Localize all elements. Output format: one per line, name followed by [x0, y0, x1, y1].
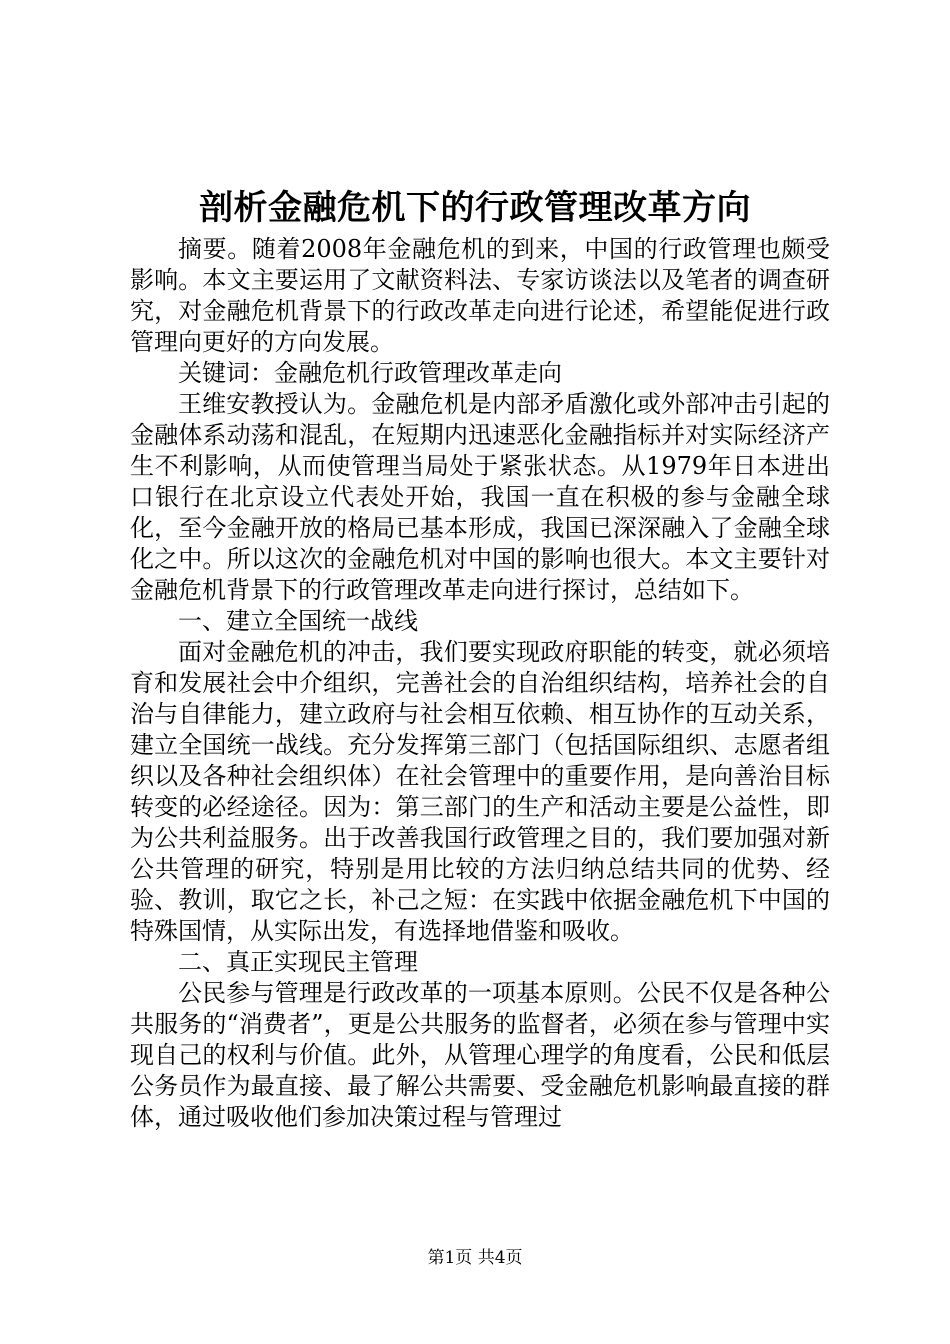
section-heading-1: 一、建立全国统一战线 [178, 607, 418, 635]
intro-paragraph: 王维安教授认为。金融危机是内部矛盾激化或外部冲击引起的金融体系动荡和混乱，在短期内迅速恶化金融指标并对实际经济产生不利影响，从而使管理当局处于紧张状态。从1979年日本进出口银行在北京设立代表处开始，我国一直在积极的参与金融全球化，至今金融开放的格局已基本形成，我国已深深融入了金融全球化之中。所以这次的金融危机对中国的影响也很大。本文主要针对金融危机背景下的行政管理改革走向进行探讨，总结如下。 [130, 390, 830, 604]
document-body [130, 234, 830, 1133]
section-paragraph-2: 公民参与管理是行政改革的一项基本原则。公民不仅是各种公共服务的“消费者”，更是公共服务的监督者，必须在参与管理中实现自己的权利与价值。此外，从管理心理学的角度看，公民和低层公务员作为最直接、最了解公共需要、受金融危机影响最直接的群体，通过吸收他们参加决策过程与管理过 [130, 979, 830, 1131]
page-footer: 第1页 共4页 [427, 1248, 523, 1268]
keywords-line: 关键词：金融危机行政管理改革走向 [178, 359, 562, 387]
section-paragraph-1: 面对金融危机的冲击，我们要实现政府职能的转变，就必须培育和发展社会中介组织，完善社会的自治组织结构，培养社会的自治与自律能力，建立政府与社会相互依赖、相互协作的互动关系，建立全国统一战线。充分发挥第三部门（包括国际组织、志愿者组织以及各种社会组织体）在社会管理中的重要作用，是向善治目标转变的必经途径。因为：第三部门的生产和活动主要是公益性，即为公共利益服务。出于改善我国行政管理之目的，我们要加强对新公共管理的研究，特别是用比较的方法归纳总结共同的优势、经验、教训，取它之长，补己之短：在实践中依据金融危机下中国的特殊国情，从实际出发，有选择地借鉴和吸收。 [130, 638, 830, 945]
section-heading-2: 二、真正实现民主管理 [178, 948, 418, 976]
abstract-paragraph: 摘要。随着2008年金融危机的到来，中国的行政管理也颇受影响。本文主要运用了文献资料法、专家访谈法以及笔者的调查研究，对金融危机背景下的行政改革走向进行论述，希望能促进行政管理向更好的方向发展。 [130, 235, 830, 356]
document-title: 剖析金融危机下的行政管理改革方向 [199, 188, 751, 228]
